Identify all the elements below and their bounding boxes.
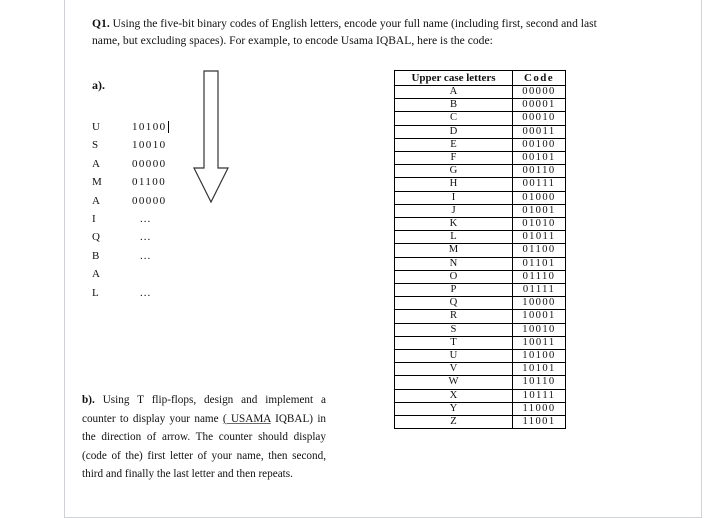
table-row xyxy=(395,389,566,402)
table-cell-letter: W xyxy=(395,376,513,389)
table-cell-letter: D xyxy=(395,125,513,138)
table-cell-code: 00111 xyxy=(513,178,566,191)
table-cell-code: 11000 xyxy=(513,402,566,415)
name-letter: A xyxy=(92,194,100,207)
table-cell-code: 10000 xyxy=(513,297,566,310)
code-table xyxy=(394,70,566,429)
table-cell-code: 10110 xyxy=(513,376,566,389)
table-row xyxy=(395,257,566,270)
table-cell-letter: F xyxy=(395,152,513,165)
table-cell-code: 00100 xyxy=(513,138,566,151)
table-row xyxy=(395,270,566,283)
table-row xyxy=(395,138,566,151)
name-letter: I xyxy=(92,212,96,225)
table-row xyxy=(395,244,566,257)
table-cell-letter: U xyxy=(395,350,513,363)
table-row xyxy=(395,310,566,323)
table-cell-letter: H xyxy=(395,178,513,191)
name-letters-column xyxy=(92,118,104,302)
name-code: 00000 xyxy=(132,157,167,170)
table-cell-code: 01011 xyxy=(513,231,566,244)
table-cell-code: 11001 xyxy=(513,416,566,429)
name-code: 01100 xyxy=(132,176,167,189)
table-cell-code: 10101 xyxy=(513,363,566,376)
table-row xyxy=(395,284,566,297)
name-letter: B xyxy=(92,249,100,262)
table-cell-letter: N xyxy=(395,257,513,270)
table-cell-code: 10111 xyxy=(513,389,566,402)
table-cell-code: 10010 xyxy=(513,323,566,336)
question-text: Using the five-bit binary codes of English letters, encode your full name (including first, second and last name, but excluding spaces). For example, to encode Usama IQBAL, here is the code: xyxy=(92,17,597,48)
part-b-label: b). xyxy=(82,394,95,406)
name-code: 10010 xyxy=(132,139,167,152)
part-b-text-before: Using T flip-flops, design and implement a counter to display your name xyxy=(82,394,326,425)
table-cell-code: 01000 xyxy=(513,191,566,204)
part-b-underlined-name: ( USAMA xyxy=(222,412,271,425)
table-row xyxy=(395,204,566,217)
table-cell-letter: R xyxy=(395,310,513,323)
question-number: Q1. xyxy=(92,17,110,30)
table-cell-code: 01111 xyxy=(513,284,566,297)
table-cell-code: 00000 xyxy=(513,86,566,99)
name-letter: L xyxy=(92,286,99,299)
table-cell-letter: O xyxy=(395,270,513,283)
table-cell-code: 10100 xyxy=(513,350,566,363)
name-letter: Q xyxy=(92,231,100,244)
table-row xyxy=(395,323,566,336)
name-codes-column xyxy=(132,118,202,302)
table-cell-letter: M xyxy=(395,244,513,257)
table-cell-letter: C xyxy=(395,112,513,125)
table-cell-code: 01010 xyxy=(513,218,566,231)
table-cell-letter: Y xyxy=(395,402,513,415)
part-b-text xyxy=(82,391,326,484)
table-cell-letter: J xyxy=(395,204,513,217)
table-cell-letter: G xyxy=(395,165,513,178)
table-cell-code: 10001 xyxy=(513,310,566,323)
table-cell-code: 10011 xyxy=(513,336,566,349)
table-row xyxy=(395,336,566,349)
table-row xyxy=(395,191,566,204)
table-cell-letter: L xyxy=(395,231,513,244)
table-row xyxy=(395,231,566,244)
table-row xyxy=(395,86,566,99)
name-letter: A xyxy=(92,157,100,170)
table-cell-code: 00011 xyxy=(513,125,566,138)
part-b-text-after: IQBAL) in the direction of arrow. The counter should display (code of the) first letter of your name, then second, third and finally the last letter and then repeats. xyxy=(82,412,327,481)
table-cell-code: 01101 xyxy=(513,257,566,270)
table-cell-code: 01100 xyxy=(513,244,566,257)
table-cell-letter: K xyxy=(395,218,513,231)
table-cell-code: 00101 xyxy=(513,152,566,165)
table-row xyxy=(395,376,566,389)
name-letter: U xyxy=(92,121,100,133)
table-row xyxy=(395,297,566,310)
table-row xyxy=(395,112,566,125)
table-cell-letter: I xyxy=(395,191,513,204)
down-arrow-icon xyxy=(193,70,229,204)
name-code: ... xyxy=(140,286,152,299)
table-row xyxy=(395,416,566,429)
text-cursor xyxy=(168,121,169,133)
table-cell-letter: Z xyxy=(395,416,513,429)
table-row xyxy=(395,99,566,112)
table-cell-letter: P xyxy=(395,284,513,297)
table-cell-letter: B xyxy=(395,99,513,112)
table-header-letters: Upper case letters xyxy=(395,71,513,86)
table-cell-code: 00110 xyxy=(513,165,566,178)
table-cell-letter: V xyxy=(395,363,513,376)
table-cell-code: 00010 xyxy=(513,112,566,125)
table-row xyxy=(395,402,566,415)
table-row xyxy=(395,165,566,178)
table-cell-letter: X xyxy=(395,389,513,402)
table-cell-letter: A xyxy=(395,86,513,99)
name-code xyxy=(132,265,202,283)
name-letter: A xyxy=(92,268,100,281)
part-a-label: a). xyxy=(92,78,105,92)
table-cell-letter: Q xyxy=(395,297,513,310)
table-header-code: Code xyxy=(513,71,566,86)
name-code: 00000 xyxy=(132,194,167,207)
name-code: ... xyxy=(140,212,152,225)
table-row xyxy=(395,178,566,191)
name-code: ... xyxy=(140,249,152,262)
name-code: ... xyxy=(140,231,152,244)
name-letter: M xyxy=(92,176,102,189)
table-row xyxy=(395,350,566,363)
table-cell-code: 01110 xyxy=(513,270,566,283)
table-row xyxy=(395,218,566,231)
table-cell-letter: E xyxy=(395,138,513,151)
table-cell-letter: T xyxy=(395,336,513,349)
question-intro xyxy=(92,15,612,49)
table-row xyxy=(395,152,566,165)
table-cell-letter: S xyxy=(395,323,513,336)
table-row xyxy=(395,125,566,138)
table-cell-code: 01001 xyxy=(513,204,566,217)
name-letter: S xyxy=(92,139,99,152)
table-cell-code: 00001 xyxy=(513,99,566,112)
name-code: 10100 xyxy=(132,121,167,133)
table-row xyxy=(395,363,566,376)
